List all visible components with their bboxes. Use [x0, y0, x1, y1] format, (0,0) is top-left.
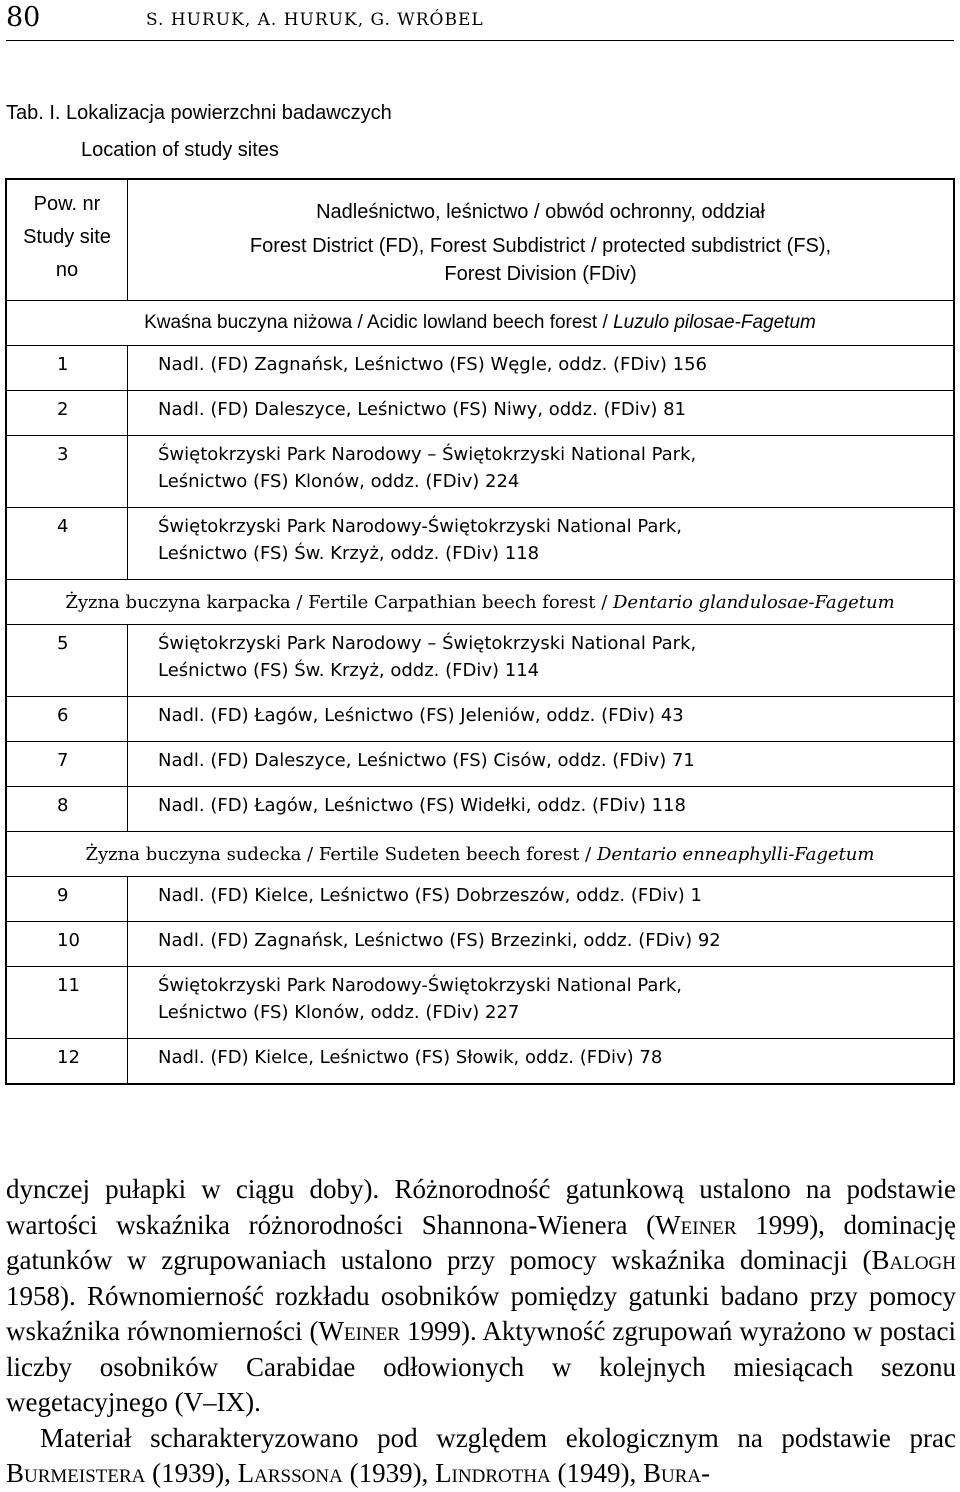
table-header-row	[6, 179, 954, 301]
body-paragraph	[6, 1421, 956, 1492]
col-location-header	[128, 179, 955, 301]
site-location-line: Leśnictwo (FS) Klonów, oddz. (FDiv) 224	[158, 471, 520, 492]
running-head: S. HURUK, A. HURUK, G. WRÓBEL	[146, 10, 484, 30]
col-location-header-line: Forest Division (FDiv)	[444, 263, 637, 285]
header-rule	[6, 40, 954, 41]
site-number: 1	[6, 346, 128, 391]
forest-type-section-row	[6, 580, 954, 625]
site-location	[128, 391, 955, 436]
table-row	[6, 742, 954, 787]
site-location-line: Nadl. (FD) Łagów, Leśnictwo (FS) Jeleniów, oddz. (FDiv) 43	[158, 705, 684, 726]
site-location-line: Świętokrzyski Park Narodowy – Świętokrzyski National Park,	[158, 444, 697, 465]
site-location	[128, 625, 955, 697]
author-citation: Weiner	[655, 1209, 737, 1240]
site-number: 5	[6, 625, 128, 697]
site-location	[128, 787, 955, 832]
site-number: 2	[6, 391, 128, 436]
table-row	[6, 436, 954, 508]
site-location	[128, 742, 955, 787]
site-location-line: Świętokrzyski Park Narodowy – Świętokrzyski National Park,	[158, 633, 697, 654]
site-number: 3	[6, 436, 128, 508]
site-location-line: Leśnictwo (FS) Św. Krzyż, oddz. (FDiv) 114	[158, 660, 540, 681]
site-location	[128, 346, 955, 391]
table-row	[6, 967, 954, 1039]
site-number: 4	[6, 508, 128, 580]
col-site-no-header-line: Pow. nr	[33, 193, 101, 215]
forest-type-name: Kwaśna buczyna niżowa / Acidic lowland beech forest /	[144, 312, 614, 333]
col-location-header-line: Nadleśnictwo, leśnictwo / obwód ochronny, oddział	[316, 201, 765, 223]
forest-type-section-row	[6, 301, 954, 346]
site-location-line: Nadl. (FD) Daleszyce, Leśnictwo (FS) Cisów, oddz. (FDiv) 71	[158, 750, 695, 771]
site-location-line: Leśnictwo (FS) Klonów, oddz. (FDiv) 227	[158, 1002, 520, 1023]
forest-type-label	[6, 301, 954, 346]
body-text-run: (1949),	[550, 1458, 644, 1488]
site-location-line: Nadl. (FD) Zagnańsk, Leśnictwo (FS) Brzezinki, oddz. (FDiv) 92	[158, 930, 721, 951]
site-location-line: Nadl. (FD) Daleszyce, Leśnictwo (FS) Niwy, oddz. (FDiv) 81	[158, 399, 686, 420]
forest-type-latin-name: Luzulo pilosae-Fagetum	[613, 312, 816, 333]
table-row	[6, 346, 954, 391]
site-number: 6	[6, 697, 128, 742]
table-row	[6, 508, 954, 580]
caption-title-en: Location of study sites	[81, 139, 279, 161]
table-row	[6, 391, 954, 436]
col-site-no-header-line: no	[55, 259, 79, 281]
site-location-line: Nadl. (FD) Łagów, Leśnictwo (FS) Widełki, oddz. (FDiv) 118	[158, 795, 686, 816]
page-number: 80	[6, 2, 41, 33]
body-text-run: 1958). Równomierność rozkładu osobników pomiędzy gatunki badano przy pomocy wskaźnika równomierności (	[6, 1280, 956, 1346]
site-location	[128, 877, 955, 922]
table-row	[6, 922, 954, 967]
table-row	[6, 787, 954, 832]
table-row	[6, 1039, 954, 1084]
site-number: 7	[6, 742, 128, 787]
page-header	[0, 2, 960, 38]
site-number: 11	[6, 967, 128, 1039]
forest-type-section-row	[6, 832, 954, 877]
body-text	[6, 1172, 956, 1492]
body-text-run: (1939),	[145, 1458, 238, 1488]
site-location-line: Świętokrzyski Park Narodowy-Świętokrzyski National Park,	[158, 975, 682, 996]
site-location-line: Leśnictwo (FS) Św. Krzyż, oddz. (FDiv) 118	[158, 543, 540, 564]
author-citation: Balogh	[871, 1245, 956, 1275]
forest-type-latin-name: Dentario enneaphylli-Fagetum	[596, 843, 875, 865]
site-number: 12	[6, 1039, 128, 1084]
body-text-run: 1999). Aktywność zgrupowań wyrażono w postaci liczby osobników Carabidae odłowionych w kolejnych miesiącach sezonu wegetacyjnego (V–IX).	[6, 1316, 956, 1417]
site-location	[128, 508, 955, 580]
author-citation: Burmeistera	[6, 1458, 146, 1488]
caption-title-pl: Lokalizacja powierzchni badawczych	[66, 102, 392, 124]
forest-type-label	[6, 832, 954, 877]
table-row	[6, 625, 954, 697]
body-text-run: dynczej pułapki w ciągu doby). Różnorodność gatunkową ustalono na podstawie wartości wskaźnika różnorodności Shannona-Wienera (	[6, 1174, 956, 1240]
site-location-line: Świętokrzyski Park Narodowy-Świętokrzyski National Park,	[158, 516, 682, 537]
site-number: 8	[6, 787, 128, 832]
site-location	[128, 1039, 955, 1084]
col-location-header-line: Forest District (FD), Forest Subdistrict / protected subdistrict (FS),	[249, 235, 832, 257]
site-number: 9	[6, 877, 128, 922]
forest-type-latin-name: Dentario glandulosae-Fagetum	[613, 591, 895, 613]
site-number: 10	[6, 922, 128, 967]
caption-label: Tab. I.	[6, 102, 61, 124]
site-location	[128, 436, 955, 508]
body-text-run: Materiał scharakteryzowano pod względem ekologicznym na podstawie prac	[40, 1422, 956, 1453]
site-location-line: Nadl. (FD) Zagnańsk, Leśnictwo (FS) Węgle, oddz. (FDiv) 156	[158, 354, 707, 375]
author-citation: Bura-	[643, 1458, 711, 1488]
forest-type-name: Żyzna buczyna sudecka / Fertile Sudeten beech forest /	[85, 843, 597, 865]
forest-type-name: Żyzna buczyna karpacka / Fertile Carpathian beech forest /	[65, 591, 613, 613]
table-row	[6, 697, 954, 742]
table-row	[6, 877, 954, 922]
site-location-line: Nadl. (FD) Kielce, Leśnictwo (FS) Słowik, oddz. (FDiv) 78	[158, 1047, 663, 1068]
col-site-no-header-line: Study site	[23, 226, 111, 248]
author-citation: Lindrotha	[435, 1458, 551, 1488]
site-location	[128, 967, 955, 1039]
author-citation: Larssona	[237, 1458, 343, 1488]
site-location-line: Nadl. (FD) Kielce, Leśnictwo (FS) Dobrzeszów, oddz. (FDiv) 1	[158, 885, 702, 906]
site-location	[128, 922, 955, 967]
study-sites-table	[5, 178, 955, 1085]
forest-type-label	[6, 580, 954, 625]
caption-line-pl	[6, 95, 392, 132]
site-location	[128, 697, 955, 742]
body-paragraph	[6, 1172, 956, 1421]
body-text-run: (1939),	[342, 1458, 436, 1488]
author-citation: Weiner	[318, 1316, 400, 1346]
col-site-no-header	[6, 179, 128, 301]
table-caption	[6, 95, 392, 169]
body-text-run: 1999), dominację gatunków w zgrupowaniach ustalono przy pomocy wskaźnika dominacji (	[6, 1209, 956, 1275]
